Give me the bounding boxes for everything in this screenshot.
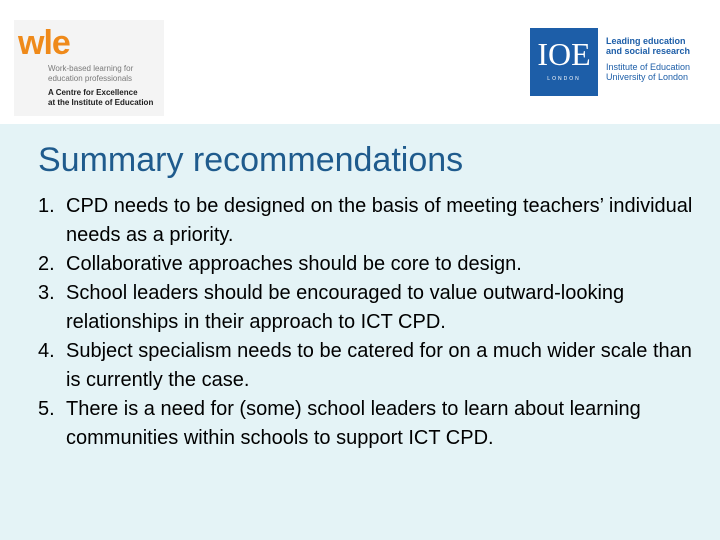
list-item-text: CPD needs to be designed on the basis of meeting teachers’ individual needs as a priority. xyxy=(66,195,693,246)
list-item-number: 1. xyxy=(38,195,55,217)
ioe-logo-box xyxy=(530,28,598,96)
wle-line-1: Work-based learning for xyxy=(48,64,134,73)
ioe-institution xyxy=(606,62,701,82)
wle-line-3: A Centre for Excellence xyxy=(48,88,138,97)
ioe-tagline xyxy=(606,36,701,56)
ioe-tag-2: and social research xyxy=(606,46,691,56)
wle-logo-mark: wle xyxy=(18,24,70,62)
slide-header xyxy=(0,0,720,124)
wle-line-4: at the Institute of Education xyxy=(48,98,154,107)
list-item xyxy=(38,395,702,453)
list-item-text: Subject specialism needs to be catered for on a much wider scale than is currently the case. xyxy=(66,340,692,391)
recommendations-list xyxy=(38,192,702,453)
ioe-tag-4: University of London xyxy=(606,72,689,82)
list-item xyxy=(38,250,702,279)
wle-logo-centre xyxy=(48,88,172,108)
list-item-text: Collaborative approaches should be core to design. xyxy=(66,253,522,275)
list-item-number: 5. xyxy=(38,398,55,420)
list-item-number: 3. xyxy=(38,282,55,304)
list-item xyxy=(38,192,702,250)
list-item xyxy=(38,337,702,395)
list-item-number: 2. xyxy=(38,253,55,275)
slide-title: Summary recommendations xyxy=(38,141,464,179)
ioe-logo-city: LONDON xyxy=(547,76,581,82)
wle-logo-subtitle xyxy=(48,64,168,84)
list-item-text: There is a need for (some) school leaders to learn about learning communities within schools to support ICT CPD. xyxy=(66,398,641,449)
ioe-logo xyxy=(530,28,698,96)
wle-line-2: education professionals xyxy=(48,74,133,83)
ioe-tag-1: Leading education xyxy=(606,36,686,46)
wle-logo xyxy=(14,20,164,116)
list-item-text: School leaders should be encouraged to value outward-looking relationships in their approach to ICT CPD. xyxy=(66,282,625,333)
list-item-number: 4. xyxy=(38,340,55,362)
list-item xyxy=(38,279,702,337)
ioe-logo-mark: IOE xyxy=(537,36,591,72)
ioe-tag-3: Institute of Education xyxy=(606,62,691,72)
